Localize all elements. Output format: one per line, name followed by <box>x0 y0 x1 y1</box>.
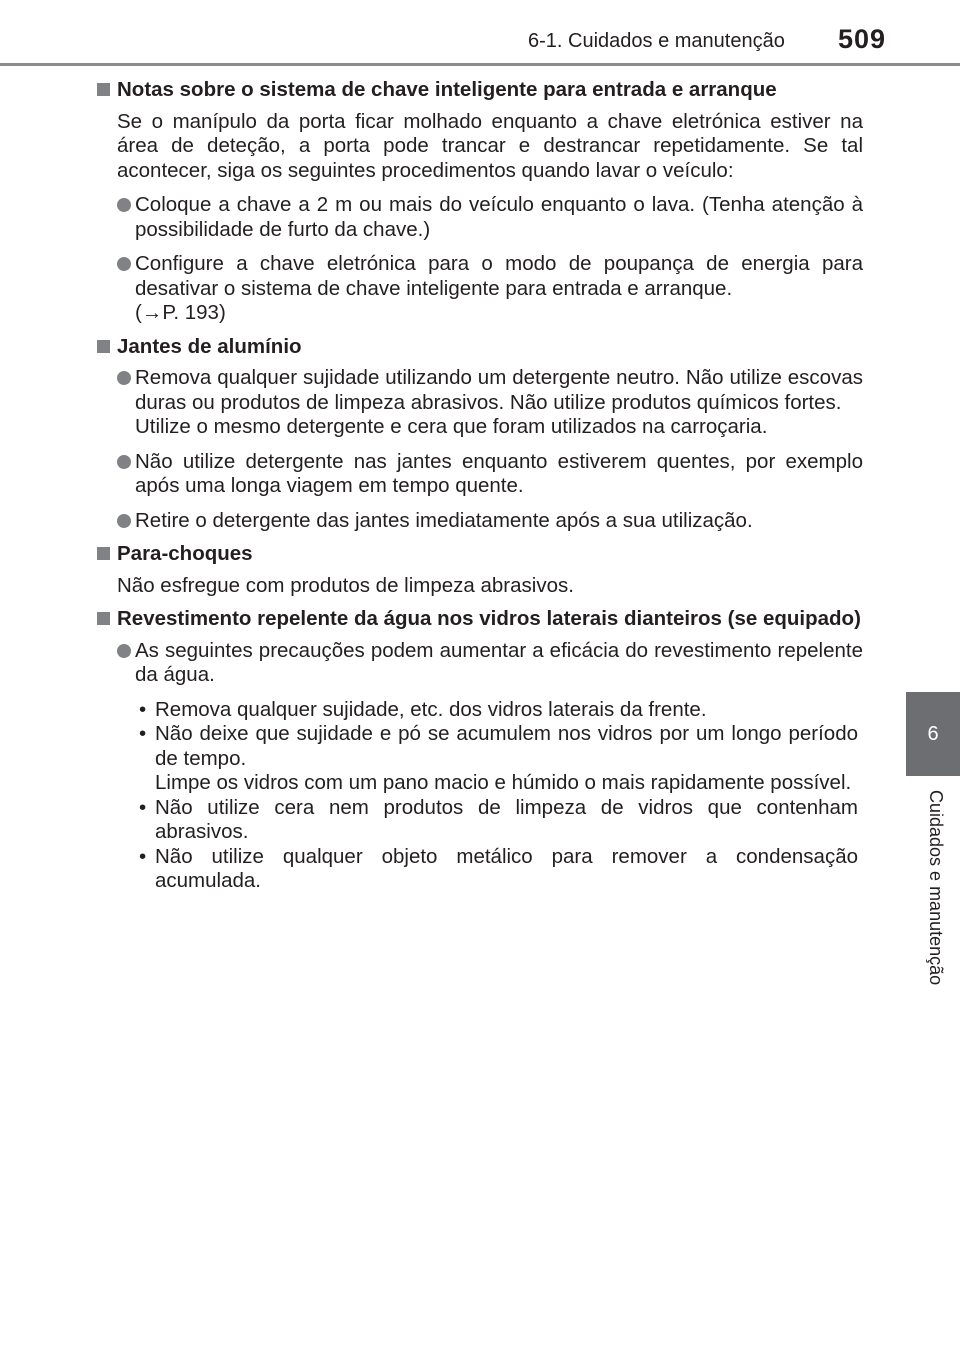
circle-bullet-icon <box>117 371 131 385</box>
square-bullet-icon <box>97 340 110 353</box>
list-item-text: Não utilize detergente nas jantes enquanto estiverem quentes, por exemplo após uma longa viagem em tempo quente. <box>135 449 863 497</box>
sub-list-item <box>97 796 863 845</box>
section-heading <box>97 607 863 632</box>
square-bullet-icon <box>97 547 110 560</box>
circle-bullet-icon <box>117 644 131 658</box>
sub-list-item <box>97 845 863 894</box>
section-heading-text: Jantes de alumínio <box>117 334 302 358</box>
dot-bullet-icon: • <box>139 844 147 868</box>
square-bullet-icon <box>97 612 110 625</box>
chapter-label: Cuidados e manutenção <box>926 790 946 986</box>
square-bullet-icon <box>97 83 110 96</box>
list-item <box>97 639 863 688</box>
section-heading <box>97 78 863 103</box>
dot-bullet-icon: • <box>139 697 147 721</box>
sub-list-text: Não deixe que sujidade e pó se acumulem nos vidros por um longo período de tempo. <box>155 722 858 770</box>
section-heading <box>97 542 863 567</box>
section-heading-text: Notas sobre o sistema de chave inteligente para entrada e arranque <box>117 78 777 101</box>
dot-bullet-icon: • <box>139 795 147 819</box>
sub-list-text: Não utilize cera nem produtos de limpeza de vidros que contenham abrasivos. <box>155 795 858 843</box>
list-item-text: Configure a chave eletrónica para o modo de poupança de energia para desativar o sistema de chave inteligente para entrada e arranque. <box>135 252 863 300</box>
section-heading <box>97 335 863 360</box>
list-item-text: Utilize o mesmo detergente e cera que foram utilizados na carroçaria. <box>135 415 768 438</box>
header-divider <box>0 63 960 66</box>
list-item <box>97 509 863 534</box>
sub-list-text: Remova qualquer sujidade, etc. dos vidros laterais da frente. <box>155 697 707 721</box>
circle-bullet-icon <box>117 257 131 271</box>
sub-list-item <box>97 722 863 796</box>
sub-list-text: Não utilize qualquer objeto metálico para remover a condensação acumulada. <box>155 844 858 892</box>
list-item-text: Remova qualquer sujidade utilizando um detergente neutro. Não utilize escovas duras ou produtos de limpeza abrasivos. Não utilize produtos químicos fortes. <box>135 366 863 414</box>
section-title: 6-1. Cuidados e manutenção <box>528 30 785 52</box>
list-item-text: As seguintes precauções podem aumentar a eficácia do revestimento repelente da água. <box>135 638 863 686</box>
paragraph: Se o manípulo da porta ficar molhado enquanto a chave eletrónica estiver na área de deteção, a porta pode trancar e destrancar repetidamente. Se tal acontecer, siga os seguintes procedimentos quando lavar o veículo: <box>117 109 863 182</box>
chapter-tab <box>906 692 960 776</box>
page-header <box>0 0 960 64</box>
circle-bullet-icon <box>117 455 131 469</box>
chapter-number: 6 <box>927 722 939 745</box>
list-item <box>97 366 863 440</box>
list-item <box>97 252 863 326</box>
page-reference-link[interactable]: (→P. 193) <box>135 301 226 324</box>
circle-bullet-icon <box>117 514 131 528</box>
sub-list-text: Limpe os vidros com um pano macio e húmido o mais rapidamente possível. <box>155 771 852 794</box>
list-item <box>97 450 863 499</box>
list-item-text: Retire o detergente das jantes imediatamente após a sua utilização. <box>135 508 753 532</box>
circle-bullet-icon <box>117 198 131 212</box>
sub-list <box>97 698 863 894</box>
sub-list-item <box>97 698 863 723</box>
page-number: 509 <box>838 24 887 54</box>
section-heading-text: Revestimento repelente da água nos vidros laterais dianteiros (se equipado) <box>117 607 861 630</box>
list-item-text: Coloque a chave a 2 m ou mais do veículo enquanto o lava. (Tenha atenção à possibilidade de furto da chave.) <box>135 193 863 241</box>
page-body <box>97 78 863 894</box>
dot-bullet-icon: • <box>139 722 147 745</box>
section-heading-text: Para-choques <box>117 542 253 565</box>
paragraph: Não esfregue com produtos de limpeza abrasivos. <box>117 573 574 597</box>
list-item <box>97 193 863 242</box>
